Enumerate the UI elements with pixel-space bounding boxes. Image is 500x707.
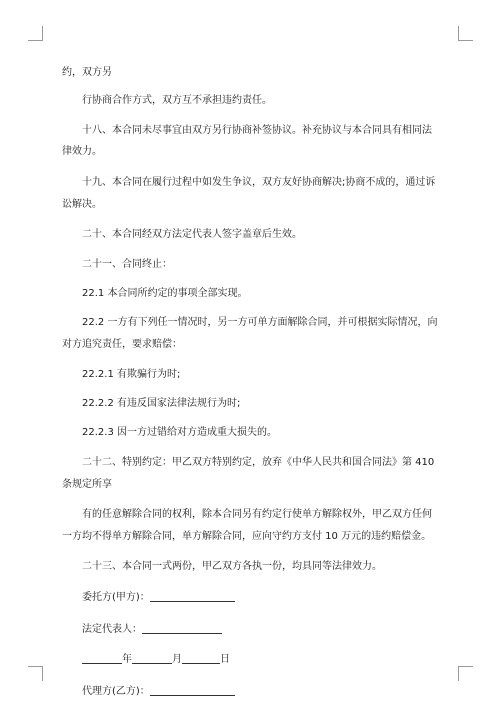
- crop-mark-top-left: [28, 26, 43, 41]
- clause-19: 十九、本合同在履行过程中如发生争议，双方友好协商解决;协商不成的，通过诉: [82, 177, 436, 188]
- clause-20: 二十、本合同经双方法定代表人签字盖章后生效。: [82, 229, 302, 240]
- day-blank: [182, 652, 220, 664]
- crop-mark-bottom-right: [458, 666, 473, 681]
- agent-label: 代理方(乙方)：: [82, 686, 150, 697]
- text-line: 讼解决。: [62, 199, 102, 210]
- agent-signature-line: [82, 684, 235, 699]
- text-line: 律效力。: [62, 146, 102, 157]
- text-line: 对方追究责任，要求赔偿：: [62, 339, 182, 350]
- text-line: 有的任意解除合同的权利，除本合同另有约定行使单方解除权外，甲乙双方任何: [82, 509, 432, 520]
- clause-21: 二十一、合同终止：: [82, 259, 172, 270]
- text-line: 一方均不得单方解除合同，单方解除合同，应向守约方支付 10 万元的违约赔偿金。: [62, 531, 432, 542]
- client-label: 委托方(甲方)：: [82, 592, 150, 603]
- clause-22-2-1: 22.2.1 有欺骗行为时;: [82, 369, 181, 380]
- day-label: 日: [220, 654, 230, 665]
- year-label: 年: [122, 654, 132, 665]
- date-line: [82, 652, 230, 667]
- clause-18: 十八、本合同未尽事宜由双方另行协商补签协议。补充协议与本合同具有相同法: [82, 125, 432, 136]
- clause-22-1: 22.1 本合同所约定的事项全部实现。: [82, 288, 248, 299]
- clause-22-2-3: 22.2.3 因一方过错给对方造成重大损失的。: [82, 427, 277, 438]
- legal-rep-signature-line: [82, 622, 222, 637]
- month-label: 月: [172, 654, 182, 665]
- client-signature-line: [82, 590, 235, 605]
- legal-rep-label: 法定代表人：: [82, 624, 142, 635]
- clause-22-2-2: 22.2.2 有违反国家法律法规行为时;: [82, 398, 241, 409]
- crop-mark-bottom-left: [28, 666, 43, 681]
- legal-rep-blank: [142, 622, 222, 634]
- agent-blank: [150, 684, 235, 696]
- clause-22-2: 22.2 一方有下列任一情况时，另一方可单方面解除合同，并可根据实际情况，向: [82, 317, 438, 328]
- text-line: 条规定所享: [62, 479, 112, 490]
- crop-mark-top-right: [458, 26, 473, 41]
- client-blank: [150, 590, 235, 602]
- clause-22-special: 二十二、特别约定：甲乙双方特别约定，放弃《中华人民共和国合同法》第 410: [82, 457, 435, 468]
- month-blank: [132, 652, 172, 664]
- text-line: 行协商合作方式，双方互不承担违约责任。: [82, 95, 272, 106]
- clause-23: 二十三、本合同一式两份，甲乙双方各执一份，均具同等法律效力。: [82, 561, 382, 572]
- year-blank: [82, 652, 122, 664]
- text-line: 约，双方另: [62, 67, 112, 78]
